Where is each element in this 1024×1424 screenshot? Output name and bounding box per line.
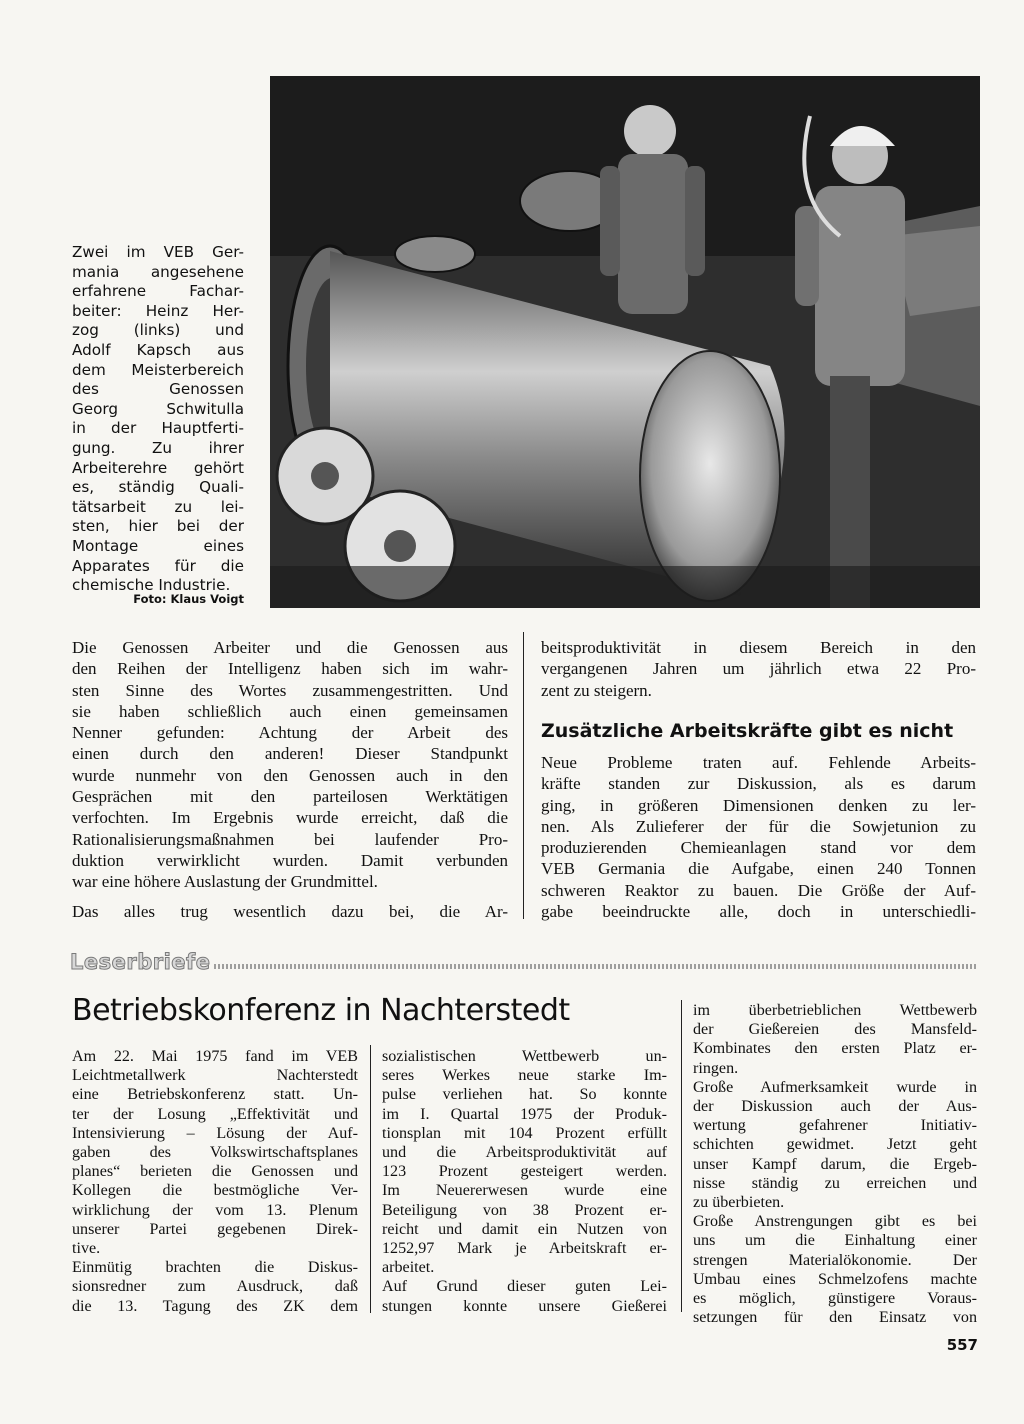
letter-line: die 13. Tagung des ZK dem bbox=[72, 1297, 358, 1315]
caption-line: Georg Schwitulla bbox=[72, 399, 244, 418]
article-line: beitsproduktivität in diesem Bereich in den bbox=[541, 638, 976, 657]
article-line: wurde nunmehr von den Genossen auch in den bbox=[72, 765, 508, 785]
article-line: sie haben schließlich auch einen gemeinsamen bbox=[72, 701, 508, 721]
letter-line: wertung gefahrener Initiativ- bbox=[693, 1117, 977, 1135]
letter-line: Umbau eines Schmelzofens machte bbox=[693, 1270, 977, 1288]
letter-line: ringen. bbox=[693, 1059, 739, 1077]
photo-caption bbox=[72, 243, 244, 596]
caption-line: Adolf Kapsch aus bbox=[72, 340, 244, 359]
article-line: gabe beeindruckte alle, doch in unterschiedli- bbox=[541, 902, 976, 922]
letter-line: pulse verliehen hat. So konnte bbox=[382, 1086, 667, 1104]
section-rule bbox=[214, 964, 976, 969]
letter-line: Im Neuererwesen wurde eine bbox=[382, 1182, 667, 1200]
letter-line: Große Anstrengungen gibt es bei bbox=[693, 1213, 977, 1231]
letter-line: zu überbieten. bbox=[693, 1194, 785, 1212]
letter-line: Auf Grund dieser guten Lei- bbox=[382, 1278, 667, 1296]
letter-line: 123 Prozent gesteigert werden. bbox=[382, 1163, 667, 1181]
letter-line: es möglich, günstigere Voraus- bbox=[693, 1290, 977, 1308]
letter-line: Am 22. Mai 1975 fand im VEB bbox=[72, 1048, 358, 1065]
letter-line: Kombinates den ersten Platz er- bbox=[693, 1040, 977, 1058]
article-line: einen durch den anderen! Dieser Standpunkt bbox=[72, 744, 508, 764]
article-line: Gesprächen mit den parteilosen Werktätigen bbox=[72, 787, 508, 807]
article-line: Nenner gefunden: Achtung der Arbeit des bbox=[72, 723, 508, 743]
letter-line: sozialistischen Wettbewerb un- bbox=[382, 1048, 667, 1065]
letter-line: Intensivierung – Lösung der Auf- bbox=[72, 1124, 358, 1142]
photo-illustration bbox=[270, 76, 980, 608]
article-line: duktion verwirklicht wurden. Damit verbunden bbox=[72, 850, 508, 870]
letter-line: Kollegen die bestmögliche Ver- bbox=[72, 1182, 358, 1200]
letter-line: schichten gewidmet. Jetzt geht bbox=[693, 1136, 977, 1154]
letter-line: Einmütig brachten die Diskus- bbox=[72, 1259, 358, 1277]
page-number: 557 bbox=[946, 1336, 978, 1354]
article-line: den Reihen der Intelligenz haben sich im wahr- bbox=[72, 659, 508, 679]
letter-line: ter der Losung „Effektivität und bbox=[72, 1105, 358, 1123]
letter-line: unserer Partei gegebenen Direk- bbox=[72, 1220, 358, 1238]
caption-line: chemische Industrie. bbox=[72, 576, 231, 595]
caption-line: des Genossen bbox=[72, 380, 244, 399]
article-line: produzierenden Chemieanlagen stand vor dem bbox=[541, 838, 976, 858]
letter-line: im überbetrieblichen Wettbewerb bbox=[693, 1002, 977, 1019]
section-label: Leserbriefe bbox=[70, 950, 211, 974]
article-line: war eine höhere Auslastung der Grundmittel. bbox=[72, 872, 378, 892]
caption-line: Apparates für die bbox=[72, 556, 244, 575]
article-line: Rationalisierungsmaßnahmen bei laufender Pro- bbox=[72, 829, 508, 849]
letter-column-1 bbox=[72, 1047, 358, 1316]
article-subheading: Zusätzliche Arbeitskräfte gibt es nicht bbox=[541, 720, 954, 742]
caption-line: mania angesehene bbox=[72, 262, 244, 281]
article-line: nen. Als Zulieferer der für die Sowjetunion zu bbox=[541, 816, 976, 836]
photo-workers-apparatus bbox=[270, 76, 980, 608]
letter-headline: Betriebskonferenz in Nachterstedt bbox=[72, 993, 570, 1028]
article-line: schweren Reaktor zu bauen. Die Größe der Auf- bbox=[541, 880, 976, 900]
letter-line: der Gießereien des Mansfeld- bbox=[693, 1021, 977, 1039]
article-column-2-continued bbox=[541, 752, 976, 922]
caption-line: in der Hauptferti- bbox=[72, 419, 244, 438]
letter-line: planes“ berieten die Genossen und bbox=[72, 1163, 358, 1181]
article-line: verfochten. Im Ergebnis wurde erreicht, daß die bbox=[72, 808, 508, 828]
article-line: sten Sinne des Wortes zusammengestritten. Und bbox=[72, 680, 508, 700]
article-line: zent zu steigern. bbox=[541, 680, 652, 700]
article-line: VEB Germania die Aufgabe, einen 240 Tonnen bbox=[541, 859, 976, 879]
article-column-1 bbox=[72, 637, 508, 922]
letter-line: gaben des Volkswirtschaftsplanes bbox=[72, 1144, 358, 1162]
letter-line: stungen konnte unsere Gießerei bbox=[382, 1297, 667, 1315]
letter-column-2 bbox=[382, 1047, 667, 1316]
article-column-2 bbox=[541, 637, 976, 701]
article-line: Neue Probleme traten auf. Fehlende Arbeits- bbox=[541, 753, 976, 772]
caption-line: erfahrene Fachar- bbox=[72, 282, 244, 301]
caption-line: zog (links) und bbox=[72, 321, 244, 340]
letter-line: seres Werkes neue starke Im- bbox=[382, 1067, 667, 1085]
letter-line: tive. bbox=[72, 1240, 101, 1258]
letter-line: im I. Quartal 1975 der Produk- bbox=[382, 1105, 667, 1123]
caption-line: Montage eines bbox=[72, 536, 244, 555]
letter-line: arbeitet. bbox=[382, 1259, 435, 1277]
photo-credit: Foto: Klaus Voigt bbox=[133, 592, 244, 606]
caption-line: es, ständig Quali- bbox=[72, 478, 244, 497]
letter-line: Große Aufmerksamkeit wurde in bbox=[693, 1078, 977, 1096]
letter-line: 1252,97 Mark je Arbeitskraft er- bbox=[382, 1240, 667, 1258]
caption-line: beiter: Heinz Her- bbox=[72, 301, 244, 320]
column-divider bbox=[370, 1045, 371, 1313]
letter-line: sionsredner zum Ausdruck, daß bbox=[72, 1278, 358, 1296]
caption-line: sten, hier bei der bbox=[72, 517, 244, 536]
article-line: Das alles trug wesentlich dazu bei, die Ar- bbox=[72, 901, 508, 921]
article-line: Die Genossen Arbeiter und die Genossen aus bbox=[72, 638, 508, 657]
letter-line: uns um die Einhaltung einer bbox=[693, 1232, 977, 1250]
letter-line: setzungen für den Einsatz von bbox=[693, 1309, 977, 1327]
letter-line: tionsplan mit 104 Prozent erfüllt bbox=[382, 1124, 667, 1142]
column-divider bbox=[523, 632, 524, 919]
caption-line: gung. Zu ihrer bbox=[72, 438, 244, 457]
column-divider bbox=[681, 1000, 682, 1312]
letter-line: eine Betriebskonferenz statt. Un- bbox=[72, 1086, 358, 1104]
letter-line: strengen Materialökonomie. Der bbox=[693, 1251, 977, 1269]
caption-line: dem Meisterbereich bbox=[72, 360, 244, 379]
caption-line: Zwei im VEB Ger- bbox=[72, 243, 244, 261]
letter-line: Beteiligung von 38 Prozent er- bbox=[382, 1201, 667, 1219]
article-line: vergangenen Jahren um jährlich etwa 22 Pro- bbox=[541, 659, 976, 679]
article-line: ging, in größeren Dimensionen denken zu ler- bbox=[541, 795, 976, 815]
letter-line: der Diskussion auch der Aus- bbox=[693, 1098, 977, 1116]
letter-line: reicht und damit ein Nutzen von bbox=[382, 1220, 667, 1238]
caption-line: Arbeiterehre gehört bbox=[72, 458, 244, 477]
caption-line: tätsarbeit zu lei- bbox=[72, 497, 244, 516]
letter-line: nisse ständig zu erreichen und bbox=[693, 1174, 977, 1192]
letter-line: und die Arbeitsproduktivität auf bbox=[382, 1144, 667, 1162]
letter-line: wirklichung der vom 13. Plenum bbox=[72, 1201, 358, 1219]
letter-column-3 bbox=[693, 1001, 977, 1327]
letter-line: Leichtmetallwerk Nachterstedt bbox=[72, 1067, 358, 1085]
article-line: kräfte standen zur Diskussion, als es darum bbox=[541, 774, 976, 794]
letter-line: unser Kampf darum, die Ergeb- bbox=[693, 1155, 977, 1173]
